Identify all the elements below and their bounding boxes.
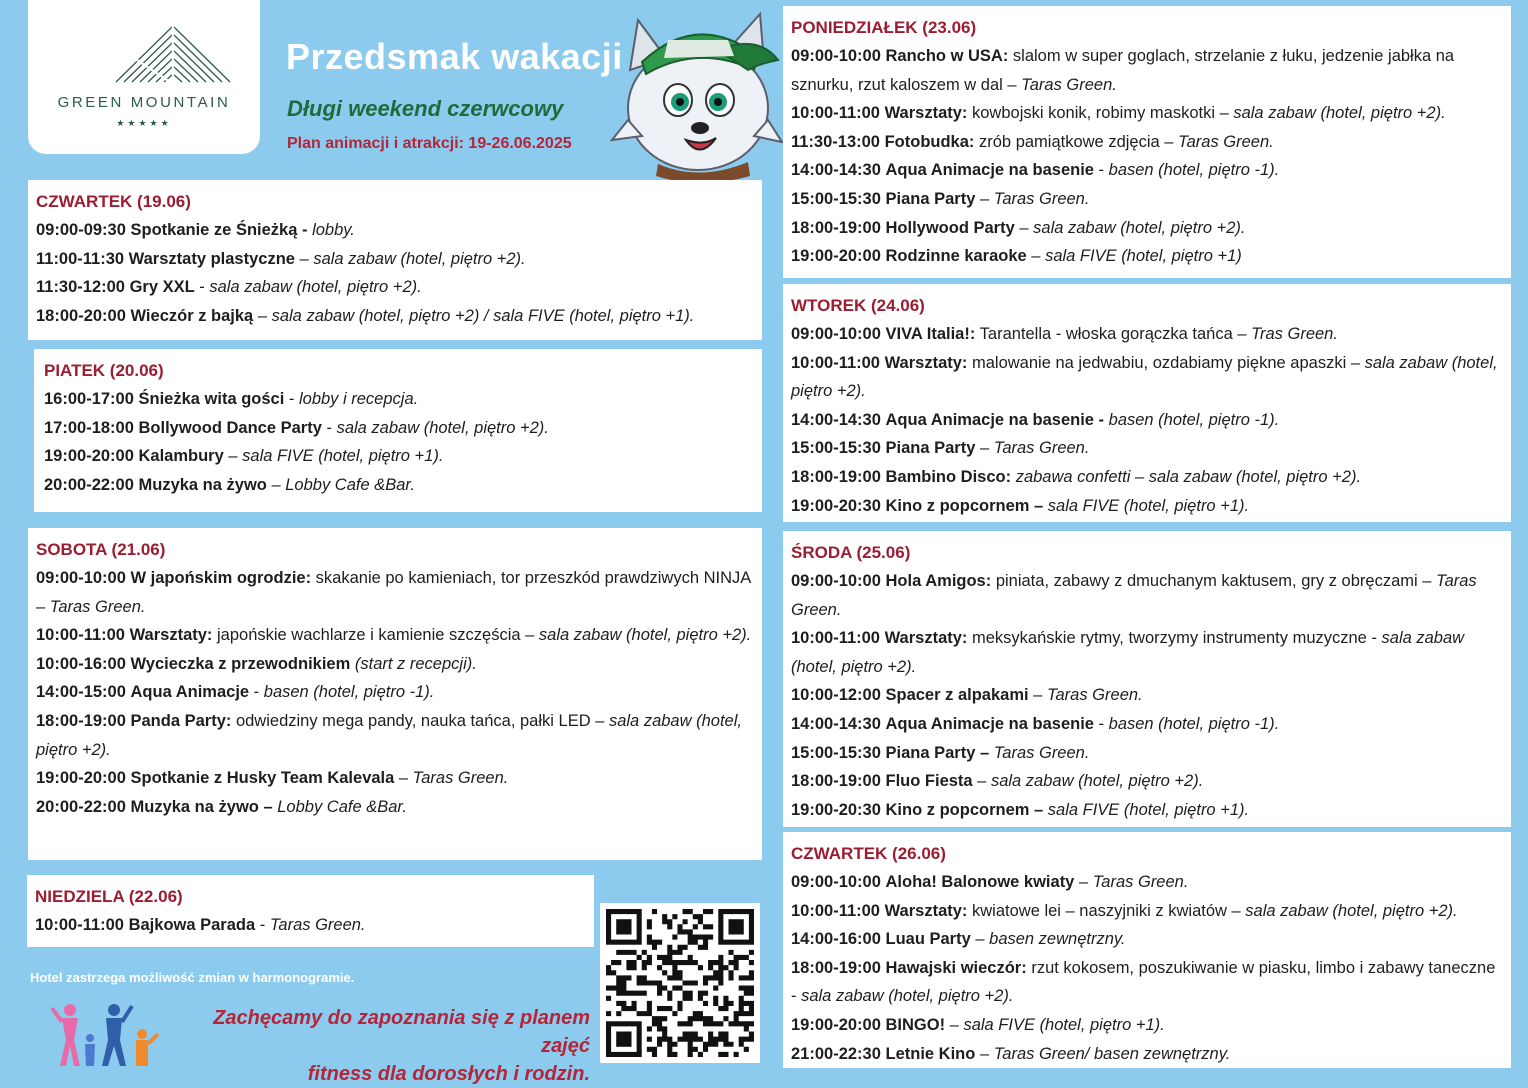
day-card-sroda-2506 [783,531,1511,827]
schedule-disclaimer: Hotel zastrzega możliwość zmian w harmonogramie. [30,970,355,985]
day-card-wtorek-2406 [783,284,1511,522]
day-card-poniedzialek-2306 [783,6,1511,278]
event-item: 10:00-11:00 Warsztaty: kowbojski konik, robimy maskotki – sala zabaw (hotel, piętro +2). [791,104,1446,123]
fitness-invite [170,1004,590,1088]
event-item: 18:00-19:00 Bambino Disco: zabawa confetti – sala zabaw (hotel, piętro +2). [791,467,1362,486]
brand-name: GREEN MOUNTAIN [57,94,231,111]
event-item: 10:00-11:00 Warsztaty: meksykańskie rytmy, tworzymy instrumenty muzyczne - sala zabaw (hotel, piętro +2). [791,629,1465,676]
logo-card [28,0,260,154]
event-item: 19:00-20:00 Kalambury – sala FIVE (hotel, piętro +1). [44,447,444,466]
event-item: 10:00-16:00 Wycieczka z przewodnikiem (start z recepcji). [36,654,477,673]
day-card-czwartek-2606 [783,832,1511,1068]
event-item: 19:00-20:30 Kino z popcornem – sala FIVE (hotel, piętro +1). [791,800,1250,819]
event-item: 10:00-12:00 Spacer z alpakami – Taras Green. [791,686,1143,705]
event-item: 19:00-20:30 Kino z popcornem – sala FIVE (hotel, piętro +1). [791,496,1250,515]
event-item: 09:00-10:00 Aloha! Balonowe kwiaty – Taras Green. [791,873,1189,891]
event-item: 19:00-20:00 BINGO! – sala FIVE (hotel, piętro +1). [791,1015,1165,1034]
husky-mascot-icon [608,0,784,180]
event-item: 16:00-17:00 Śnieżka wita gości - lobby i recepcja. [44,390,419,408]
fitness-line-1: Zachęcamy do zapoznania się z planem zajęć [213,1007,590,1057]
qr-code-box[interactable] [600,903,760,1063]
event-item: 14:00-14:30 Aqua Animacje na basenie - basen (hotel, piętro -1). [791,161,1280,180]
page-title: Przedsmak wakacji [286,36,623,77]
qr-code-icon[interactable] [606,909,754,1057]
event-item: 09:00-10:00 Rancho w USA: slalom w super goglach, strzelanie z łuku, jedzenie jabłka na sznurku, rzut kaloszem w dal – Taras Green. [791,47,1455,94]
event-item: 10:00-11:00 Warsztaty: japońskie wachlarze i kamienie szczęścia – sala zabaw (hotel, piętro +2). [36,626,752,645]
event-item: 18:00-19:00 Fluo Fiesta – sala zabaw (hotel, piętro +2). [791,772,1204,791]
day-card-piatek-2006 [34,349,762,512]
event-item: 09:00-09:30 Spotkanie ze Śnieżką - lobby. [36,221,355,239]
page-subtitle: Długi weekend czerwcowy [287,96,564,121]
event-item: 18:00-19:00 Hollywood Party – sala zabaw (hotel, piętro +2). [791,218,1246,237]
event-item: 18:00-19:00 Hawajski wieczór: rzut kokosem, poszukiwanie w piasku, limbo i zabawy taneczne - sala zabaw (hotel, piętro +2). [791,958,1496,1006]
event-item: 14:00-14:30 Aqua Animacje na basenie - basen (hotel, piętro -1). [791,410,1280,429]
brand-stars: ★★★★★ [116,118,172,128]
event-item: 19:00-20:00 Rodzinne karaoke – sala FIVE (hotel, piętro +1) [791,247,1242,266]
event-item: 18:00-20:00 Wieczór z bajką – sala zabaw (hotel, piętro +2) / sala FIVE (hotel, piętro +1). [36,306,695,325]
event-item: 09:00-10:00 Hola Amigos: piniata, zabawy z dmuchanym kaktusem, gry z obręczami – Taras Green. [791,572,1477,619]
plan-dates: Plan animacji i atrakcji: 19-26.06.2025 [287,135,572,152]
event-item: 11:00-11:30 Warsztaty plastyczne – sala zabaw (hotel, piętro +2). [36,249,526,268]
event-item: 10:00-11:00 Warsztaty: malowanie na jedwabiu, ozdabiamy piękne apaszki – sala zabaw (hotel, piętro +2). [791,353,1498,401]
fitness-line-2: fitness dla dorosłych i rodzin. [307,1063,590,1085]
event-item: 20:00-22:00 Muzyka na żywo – Lobby Cafe &Bar. [36,797,407,816]
event-item: 18:00-19:00 Panda Party: odwiedziny mega pandy, nauka tańca, pałki LED – sala zabaw (hotel, piętro +2). [36,711,742,759]
day-title: PONIEDZIAŁEK (23.06) [791,18,977,37]
event-item: 09:00-10:00 VIVA Italia!: Tarantella - włoska gorączka tańca – Tras Green. [791,325,1338,343]
day-title: CZWARTEK (26.06) [791,844,946,863]
event-item: 14:00-15:00 Aqua Animacje - basen (hotel, piętro -1). [36,683,435,702]
event-item: 11:30-12:00 Gry XXL - sala zabaw (hotel, piętro +2). [36,278,422,297]
event-item: 15:00-15:30 Piana Party – Taras Green. [791,189,1090,208]
event-item: 17:00-18:00 Bollywood Dance Party - sala zabaw (hotel, piętro +2). [44,418,549,437]
event-item: 09:00-10:00 W japońskim ogrodzie: skakanie po kamieniach, tor przeszkód prawdziwych NINJA – Taras Green. [36,569,751,616]
event-item: 14:00-16:00 Luau Party – basen zewnętrzny. [791,930,1126,949]
event-item: 21:00-22:30 Letnie Kino – Taras Green/ basen zewnętrzny. [791,1044,1231,1063]
event-item: 14:00-14:30 Aqua Animacje na basenie - basen (hotel, piętro -1). [791,714,1280,733]
event-item: 15:00-15:30 Piana Party – Taras Green. [791,439,1090,458]
day-card-sobota-2106 [28,528,762,860]
event-item: 10:00-11:00 Warsztaty: kwiatowe lei – naszyjniki z kwiatów – sala zabaw (hotel, piętro +2). [791,901,1458,920]
day-card-niedziela-2206 [27,875,594,947]
event-item: 10:00-11:00 Bajkowa Parada - Taras Green. [35,916,366,934]
family-fitness-icon [50,1000,160,1070]
day-title: NIEDZIELA (22.06) [35,887,183,906]
mountain-logo-icon [114,22,232,84]
day-title: WTOREK (24.06) [791,296,925,315]
day-title: ŚRODA (25.06) [791,543,911,562]
event-item: 20:00-22:00 Muzyka na żywo – Lobby Cafe &Bar. [44,475,415,494]
day-card-czwartek-1906 [28,180,762,340]
day-title: CZWARTEK (19.06) [36,192,191,211]
event-item: 19:00-20:00 Spotkanie z Husky Team Kalevala – Taras Green. [36,769,509,788]
day-title: SOBOTA (21.06) [36,540,166,559]
day-title: PIATEK (20.06) [44,361,164,380]
event-item: 11:30-13:00 Fotobudka: zrób pamiątkowe zdjęcia – Taras Green. [791,132,1274,151]
event-item: 15:00-15:30 Piana Party – Taras Green. [791,743,1090,762]
